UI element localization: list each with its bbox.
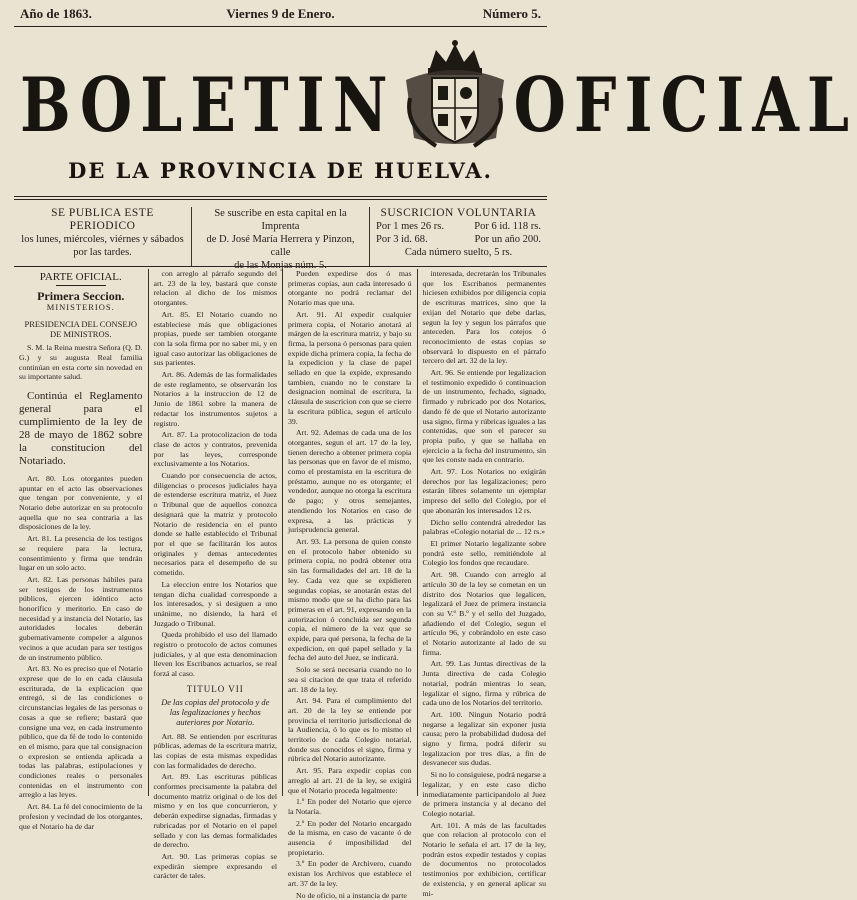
article-80: Art. 80. Los otorgantes pueden apuntar en el acto las observaciones que tengan por conveniente, y el Notario debe autorizar en su protocolo aquella que no sea contraria a las disposiciones de la ley. — [19, 473, 143, 532]
dateline — [20, 4, 541, 24]
title-vii-heading: TITULO VII — [186, 683, 244, 694]
article-96: Art. 96. Se entiende por legalizacion el testimonio expedido ó continuacion de un instrumento, fechado, signado, firmado y rubricado por dos Notarios, dando fé de que el Notario autorizante usa signo, firma y rúbricas iguales a las contenidas, que son el parecer su propia puño, y que se hallaba en ejercicio a la fecha del instrumento, sin que les conste nada en contrario. — [422, 368, 546, 465]
article-91: Art. 91. Al expedir cualquier primera copia, el Notario anotará al márgen de la escritura matriz, y bajo su firma, la persona ó personas para quien expide dicha primera copia, la fecha de la expedicion y la clase de papel sellado en que la expide, expresando tambien, cuando no le constare la designacion nominal de escritura, la cláusula de suscricion con que se cierre la escritura pública, segun el artículo 39. — [288, 309, 412, 426]
title-vii-subheading: De las copias del protocolo y de las legalizaciones y hechos auteriores por Notario. — [161, 697, 270, 727]
article-83: Art. 83. No es preciso que el Notario exprese que de lo en cada cláusula escriturada, de la explicacion que entregó, si de las condiciones o circunstancias legales de las personas o cosas a que se refiere; bastará que consigne una vez, en cada instrumento público, que da fé de todo lo contenido en el mismo, para que tal consignacion o expresion se entienda aplicada a todas las palabras, estipulaciones y condiciones reales o personales contenidas en el instrumento con arreglo a las leyes. — [19, 664, 143, 800]
list-item: 1.º En poder del Notario que ejerce la Notaría. — [288, 797, 412, 816]
price-item: Por 6 id. 118 rs. — [474, 221, 541, 232]
top-divider — [14, 26, 547, 27]
price-item: Por un año 200. — [474, 234, 541, 245]
article-93: Art. 93. La persona de quien conste en el protocolo haber obtenido su primera copia, no podrá obtener otra sin las formalidades del art. 18 de la ley. Cada vez que se expidieren segundas copias, se anotarán estas del mismo modo que se ha dicho para las primeras en el art. 91, expresando en la autorizacion ó concluida ser segunda copia, el número de la vez que se expide, para qué persona, la fecha de la expedicion, en qué papel sellado y la fecha del auto del Juez, se indicará. — [288, 536, 412, 663]
price-row — [376, 233, 541, 246]
article-88: Art. 88. Se entienden por escrituras públicas, ademas de la escritura matriz, las copias de esta mismas expedidas con las formalidades de derecho. — [153, 731, 277, 770]
paragraph: Dicho sello contendrá alrededor las palabras «Colegio notarial de ... 12 rs.» — [422, 517, 546, 537]
article-90: Art. 90. Las primeras copias se expedirán siempre expresando el carácter de tales. — [153, 851, 277, 881]
paragraph: No de oficio, ni a instancia de parte — [296, 890, 407, 900]
place-line: de D. José María Herrera y Pinzon, calle — [206, 234, 355, 258]
regulation-lead: Continúa el Reglamento general para el cumplimiento de la ley de 28 de mayo de 1862 sobre la constitucion del Notariado. — [19, 389, 143, 467]
ministries-heading: MINISTERIOS. — [46, 302, 115, 313]
place-line: de las Monjas núm. 5. — [234, 260, 327, 271]
year-label: Año de 1863. — [20, 6, 92, 21]
masthead — [20, 58, 857, 154]
schedule-line: los lunes, miércoles, viérnes y sábados — [21, 234, 184, 245]
text-columns — [14, 269, 551, 900]
column-1 — [14, 269, 148, 831]
part-heading: PARTE OFICIAL. — [39, 271, 122, 283]
place-line: Se suscribe en esta capital en la Imprenta — [214, 208, 347, 232]
article-84: Art. 84. La fé del conocimiento de la profesion y vecindad de los otorgantes, que el Notario ha de dar — [19, 802, 143, 831]
masthead-divider — [14, 196, 547, 197]
article-89: Art. 89. Las escrituras públicas conformes precisamente la palabra del documento matriz original o de los del mismo y en los que concurrieron, y deberán expedirse signadas, firmadas y rubricadas por el Notario en el papel sellado y con las demas formalidades de derecho. — [153, 772, 277, 850]
article-101: Art. 101. A más de las facultades que con relacion al protocolo con el Notario le señala el art. 17 de la ley, podrán estos expedir testados y copias de documentos no protocolados testimonios por exhibicion, certificar de existencia, y en general aplicar su mi- — [422, 820, 546, 898]
single-issue-price: Cada número suelto, 5 rs. — [404, 247, 513, 258]
paragraph: S. M. la Reina nuestra Señora (Q. D. G.) y su augusta Real familia continúan en esta corte sin novedad en su importante salud. — [19, 343, 143, 382]
article-99: Art. 99. Las Juntas directivas de la Junta directiva de cada Colegio notarial, podrán mientras lo sean, legalizar el signo, firma y rúbrica de cada uno de los Notarios del territorio. — [422, 659, 546, 708]
publication-schedule — [14, 207, 191, 267]
issue-number: Número 5. — [482, 6, 542, 21]
price-row — [376, 220, 541, 233]
masthead-word-left: BOLETIN — [20, 62, 396, 150]
article-86: Art. 86. Además de las formalidades de este reglamento, se observarán los Notarios a la instruccion de 12 de Junio de 1861 sobre la manera de redactar los instrumentos sujetos a registro. — [153, 370, 277, 428]
article-82: Art. 82. Las personas hábiles para ser testigos de los instrumentos públicos, ejercen idéntico acto honorífico y meritorio. En caso de necesidad y a instancia del Notario, las autoridades locales deberán gubernativamente compeler a algunos vecinos a que acudan para ser testigos de un instrumento público. — [19, 574, 143, 662]
heading-rule — [56, 285, 106, 286]
list-item: 3.º En poder de Archivero, cuando existan los Archivos que establece el art. 37 de la ley. — [288, 859, 412, 888]
presidency-heading: PRESIDENCIA DEL CONSEJO DE MINISTROS. — [24, 319, 138, 340]
section-heading: Primera Seccion. — [37, 288, 125, 303]
paragraph: La eleccion entre los Notarios que tengan dicha cualidad corresponde a los interesados, y si desiguen a uno unánime, no disiendo, la hará el Juzgado o Tribunal. — [153, 579, 277, 628]
list-item: 2.º En poder del Notario encargado de la misma, en caso de vacante ó de ausencia é imposibilidad del propietario. — [288, 818, 412, 857]
paragraph: con arreglo al párrafo segundo del art. 23 de la ley, bastará que conste relacion al dicho de los mismos otorgantes. — [153, 269, 277, 308]
paragraph: Cuando por consecuencia de actos, diligencias o procesos judiciales haya de estenderse escritura matriz, el Juez o Tribunal que de aquellos conozca designará que la matriz y protocolo Notario de residencia en el punto donde se halle establecido el Tribunal por el que se facilitarán los autos originales y demas antecedentes necesarios para el desempeño de su cometido. — [153, 471, 277, 578]
article-81: Art. 81. La presencia de los testigos se requiere para la lectura, consentimiento y firma que tendrán lugar en un solo acto. — [19, 534, 143, 573]
article-97: Art. 97. Los Notarios no exigirán derechos por las legalizaciones; pero estarán libres solamente un ejemplar impreso del sello del Colegio, por el que abonarán los interesados 12 rs. — [422, 467, 546, 515]
masthead-word-right: OFICIAL — [513, 62, 857, 150]
date-label: Viernes 9 de Enero. — [226, 6, 335, 21]
paragraph: interesada, decretarán los Tribunales que los Escribanos permanentes hiciesen exhibidos por diligencia copia de escrituras matrices, sino que la exijan del Notario que debe darlas, segun la ley y segun los párrafos que anteceden. Para los cotejos ó reconocimiento de estas copias se observará lo dispuesto en el párrafo tercero del art. 32 de la ley. — [422, 269, 546, 366]
article-95: Art. 95. Para expedir copias con arreglo al art. 21 de la ley, se exigirá que el Notario proceda legalmente: — [288, 766, 412, 795]
article-98: Art. 98. Cuando con arreglo al artículo 30 de la ley se cometan en un distrito dos Notarios que legalicen, legalizará el Juez de primera instancia con su V.º B.º y el sello del Juzgado, añadiendo el del Colegio, segun el artículo 96, y cobrándolo en este caso el Notario autorizante al lado de su firma. — [422, 570, 546, 657]
article-87: Art. 87. La protocolizacion de toda clase de actos y contratos, prevenida por las leyes, corresponde exclusivamente a los Notarios. — [153, 430, 277, 469]
article-85: Art. 85. El Notario cuando no estableciese más que obligaciones propias, puede ser tambien otorgante con la sola firma por no saber mi, y en igual caso autorizar las obligaciones de sus parientes. — [153, 309, 277, 368]
article-100: Art. 100. Ningun Notario podrá negarse a legalizar sin exponer justa causa; pero la probabilidad dudosa del signo y firma, podrá diferir su legalizacion por tres días, a fin de desvanecer sus dudas. — [422, 709, 546, 768]
paragraph: Solo se será necesaria cuando no lo sea si citacion de que trata el referido art. 18 de la ley. — [288, 665, 412, 694]
coat-of-arms-emblem — [396, 38, 514, 156]
paragraph: El primer Notario legalizante sobre pondrá este sello, remitiéndole al Colegio los fondos que recaudare. — [422, 538, 546, 568]
subscription-divider — [14, 266, 547, 267]
article-94: Art. 94. Para el cumplimiento del art. 20 de la ley se entiende por provincia el territorio jurisdiccional de la Audiencia, ó lo que es lo mismo el territorio de cada Colegio notarial, donde sus conocidos el signo, firma y rúbrica del Notario autorizante. — [288, 696, 412, 764]
subscription-place — [191, 207, 369, 271]
subscription-prices — [369, 207, 547, 267]
paragraph: Si no lo consiguiese, podrá negarse a legalizar, y en este caso dicho inmediatamente participandolo al Juez de primera instancia y al decano del Colegio notarial. — [422, 770, 546, 818]
subscription-bar — [14, 207, 547, 271]
price-item: Por 1 mes 26 rs. — [376, 221, 444, 232]
schedule-line: SE PUBLICA ESTE PERIODICO — [51, 207, 154, 232]
column-3 — [282, 269, 417, 900]
masthead-divider-2 — [14, 199, 547, 200]
province-title: DE LA PROVINCIA DE HUELVA. — [68, 158, 493, 183]
paragraph: Pueden expedirse dos ó mas primeras copias, aun cada interesado ú otorgante no podrá reclamar del Notario mas que una. — [288, 269, 412, 308]
price-item: Por 3 id. 68. — [376, 234, 428, 245]
column-4 — [417, 269, 552, 898]
paragraph: Queda prohibido el uso del llamado registro o protocolo de actos comunes judiciales, y al que esta denominacion lleven los Escribanos actuarios, se real forzá al caso. — [153, 630, 277, 679]
column-2 — [148, 269, 283, 881]
schedule-line: por las tardes. — [73, 247, 132, 258]
voluntary-title: SUSCRICION VOLUNTARIA — [380, 207, 537, 219]
article-92: Art. 92. Ademas de cada una de los otorgantes, segun el art. 17 de la ley, tienen derecho a obtener primera copia las personas que en favor de el mismo, como el prestamista en la escritura de préstamo, aunque no es otorgante; el vendedor, aunque no otorga la escritura de pago; y otros semejantes, atendiendo los Notarios en caso de expresa, a las prácticas y jurisprudencia general. — [288, 428, 412, 535]
